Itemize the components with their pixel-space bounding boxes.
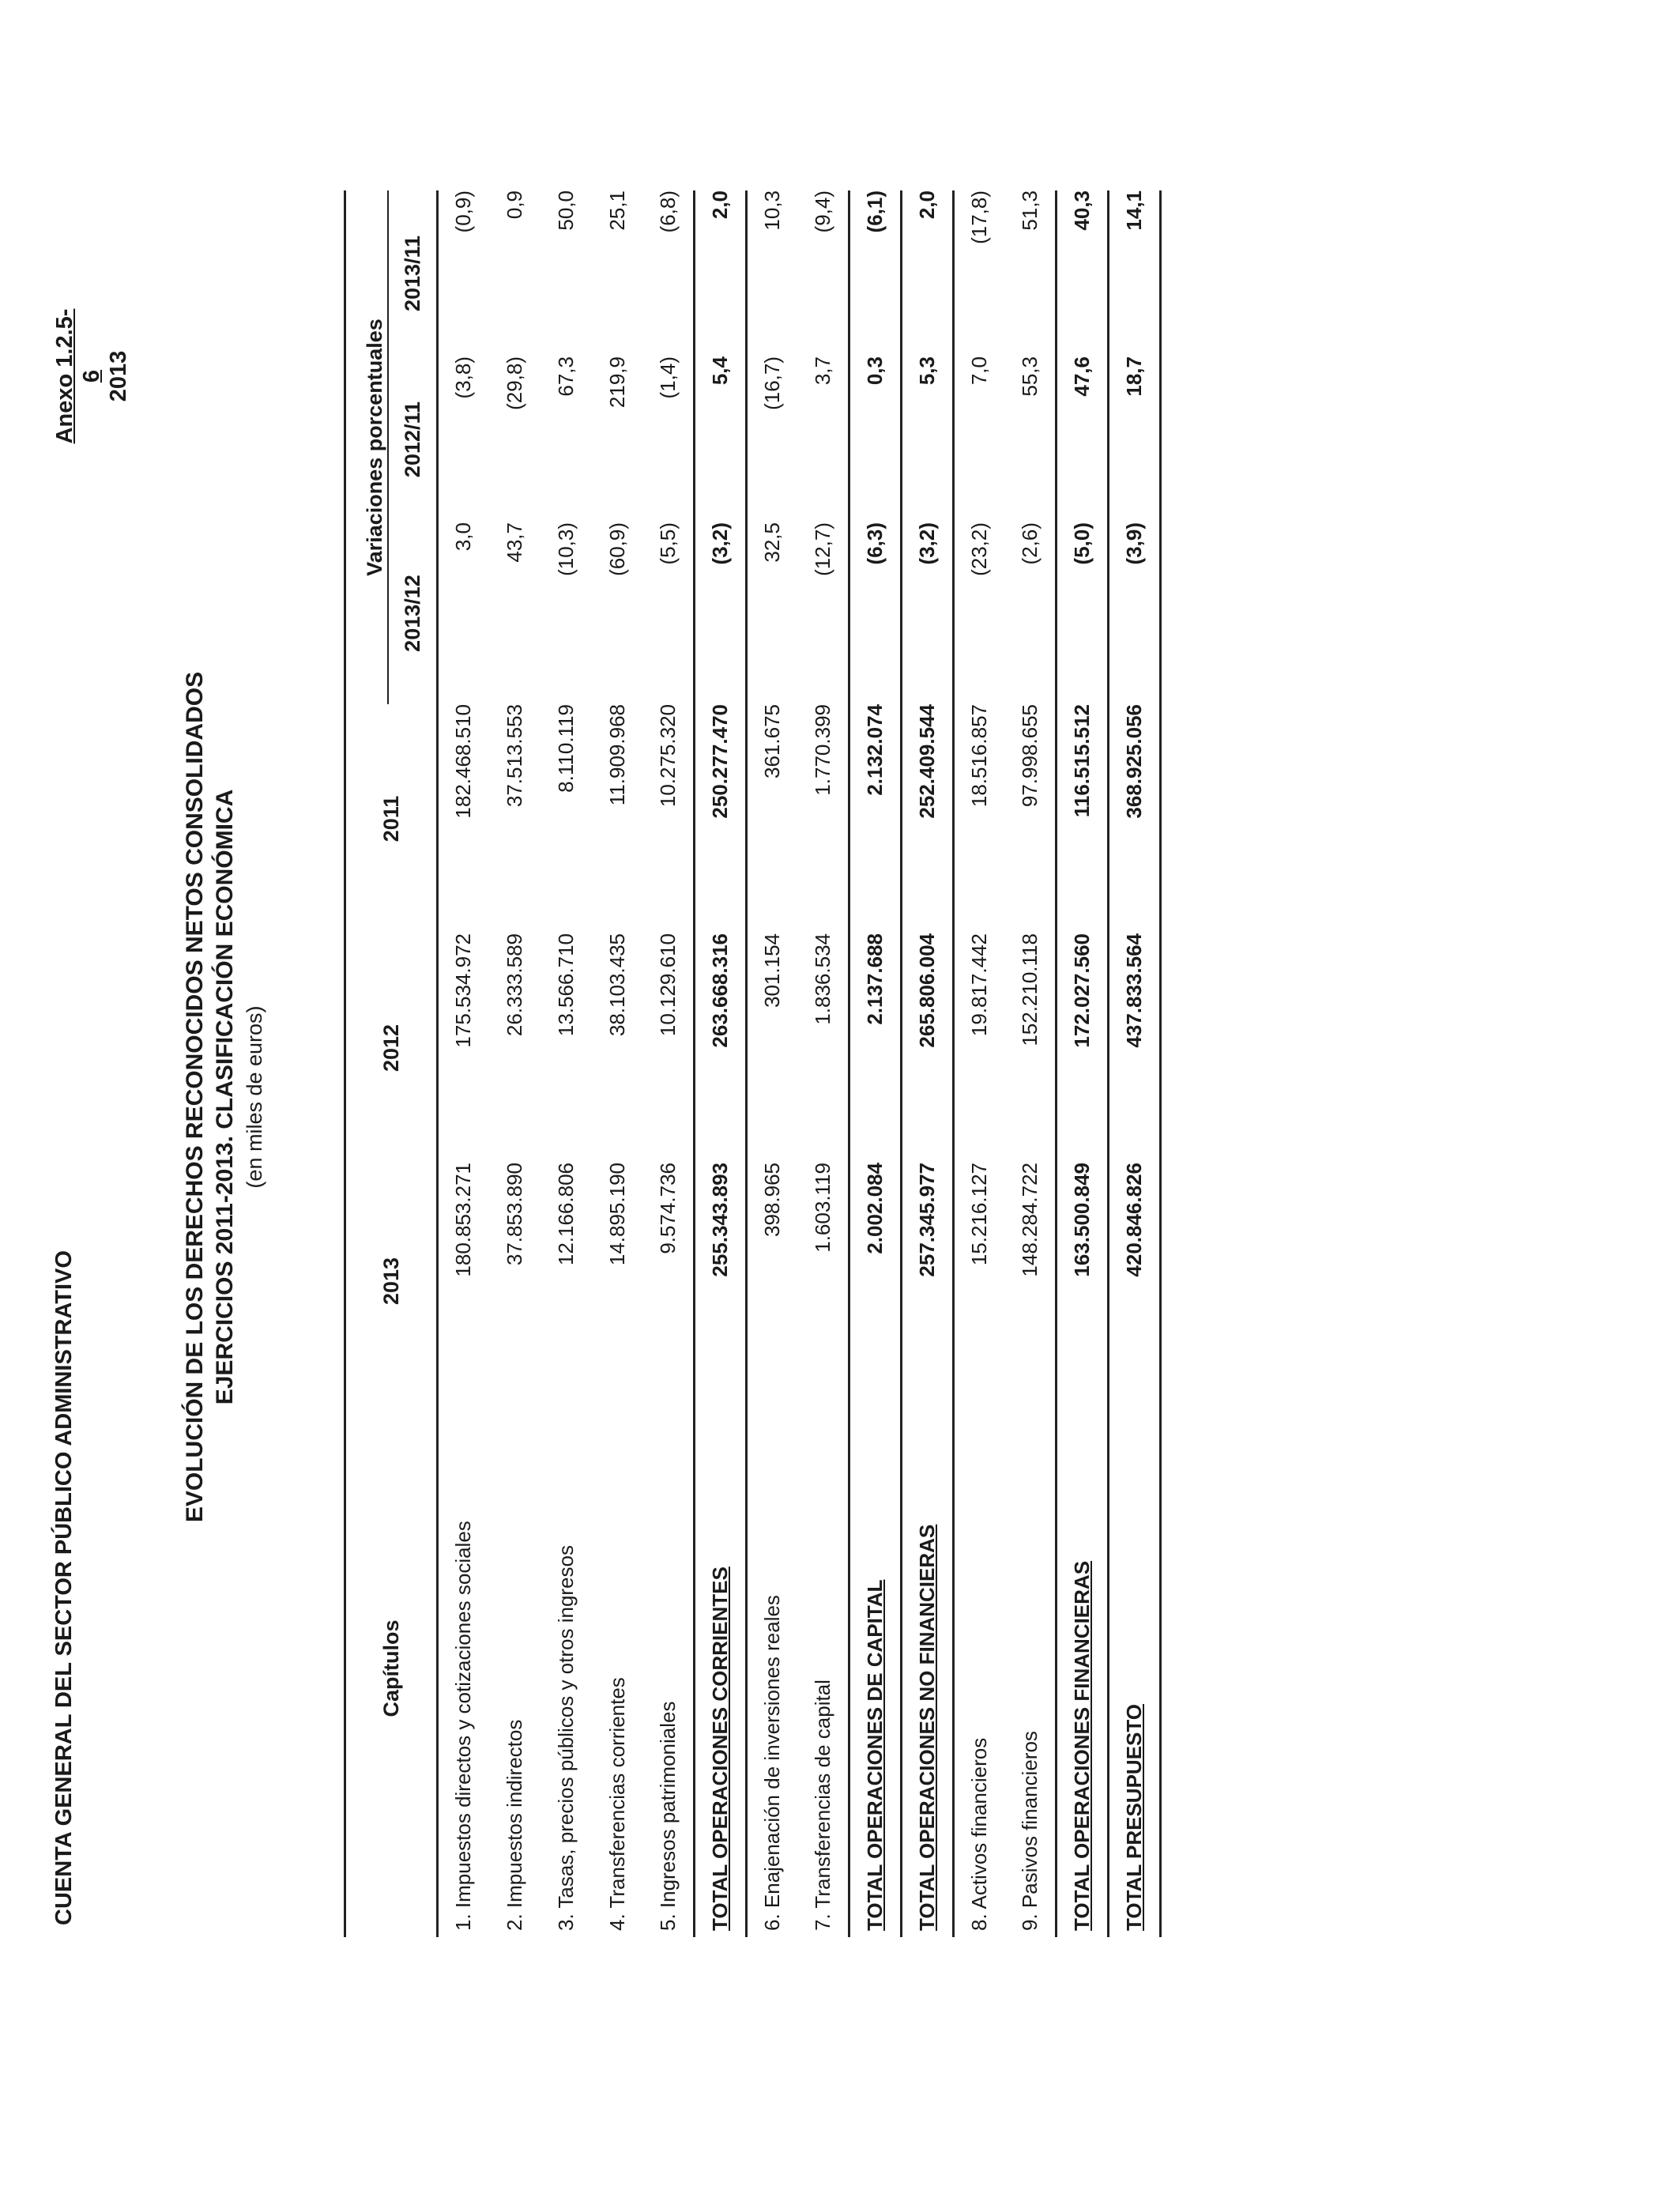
value-2012: 1.836.534	[810, 933, 834, 1025]
variation-2012-11: 67,3	[553, 356, 578, 397]
organization-name: CUENTA GENERAL DEL SECTOR PÚBLICO ADMINISTRATIVO	[51, 1250, 77, 1925]
header-var-2013-12: 2013/12	[400, 575, 424, 652]
table-total-row	[695, 190, 747, 1937]
total-label: TOTAL PRESUPUESTO	[1122, 1703, 1146, 1931]
header-row-group	[345, 190, 389, 1937]
value-2012: 172.027.560	[1057, 933, 1109, 1163]
row-label: 7. Transferencias de capital	[810, 1679, 834, 1931]
value-2013: 420.846.826	[1109, 1163, 1161, 1400]
value-2012: 175.534.972	[451, 933, 476, 1048]
value-2013: 37.853.890	[502, 1163, 526, 1266]
variation-2012-11: 55,3	[1017, 356, 1042, 397]
header-var-2012-11: 2012/11	[400, 401, 424, 478]
variation-2013-11: 14,1	[1109, 190, 1161, 356]
value-2011: 361.675	[760, 704, 785, 778]
row-label: 9. Pasivos financieros	[1017, 1731, 1042, 1931]
variation-2013-12: 3,0	[451, 522, 476, 552]
variation-2013-11: (6,8)	[655, 190, 680, 233]
value-2012: 26.333.589	[502, 933, 526, 1037]
table-row	[438, 190, 489, 1937]
table-row	[798, 190, 849, 1937]
row-label: 4. Transferencias corrientes	[605, 1677, 629, 1931]
variation-2013-12: 32,5	[760, 522, 785, 563]
value-2013: 255.343.893	[695, 1163, 747, 1400]
value-2011: 116.515.512	[1057, 704, 1109, 933]
variation-2012-11: 18,7	[1109, 356, 1161, 522]
header-2012: 2012	[379, 1023, 403, 1072]
variation-2012-11: 5,4	[695, 356, 747, 522]
row-label: 3. Tasas, precios públicos y otros ingresos	[553, 1545, 578, 1931]
value-2011: 10.275.320	[655, 704, 680, 808]
title-line-1: EVOLUCIÓN DE LOS DERECHOS RECONOCIDOS NETOS CONSOLIDADOS	[182, 671, 208, 1523]
value-2011: 8.110.119	[553, 704, 578, 793]
total-label: TOTAL OPERACIONES FINANCIERAS	[1070, 1560, 1094, 1931]
table-row	[1005, 190, 1057, 1937]
value-2011: 2.132.074	[849, 704, 902, 933]
header-var-2013-11: 2013/11	[400, 235, 424, 312]
annex-code: Anexo 1.2.5-6	[52, 308, 104, 444]
variation-2013-11: (17,8)	[967, 190, 992, 244]
variation-2012-11: 7,0	[967, 356, 992, 386]
value-2011: 368.925.056	[1109, 704, 1161, 933]
variation-2013-12: (10,3)	[553, 522, 578, 576]
row-label	[1057, 1400, 1109, 1937]
table-row	[643, 190, 695, 1937]
variation-2013-11: 10,3	[760, 190, 785, 231]
variation-2012-11: 0,3	[849, 356, 902, 522]
variation-2012-11: (29,8)	[502, 356, 526, 410]
value-2012: 2.137.688	[849, 933, 902, 1163]
table-total-row	[1109, 190, 1161, 1937]
variation-2013-12: (5,0)	[1057, 522, 1109, 704]
row-label	[1109, 1400, 1161, 1937]
title-line-2: EJERCICIOS 2011-2013. CLASIFICACIÓN ECONÓMICA	[212, 789, 238, 1405]
header-variations-group: Variaciones porcentuales	[345, 190, 389, 704]
annex-reference	[51, 305, 132, 447]
annex-year: 2013	[106, 350, 131, 402]
variation-2013-12: (60,9)	[605, 522, 629, 576]
variation-2012-11: 3,7	[810, 356, 834, 386]
variation-2012-11: (16,7)	[760, 356, 785, 410]
variation-2013-11: 2,0	[695, 190, 747, 356]
table-body	[438, 190, 1161, 1937]
row-label: 5. Ingresos patrimoniales	[655, 1701, 680, 1931]
row-label	[695, 1400, 747, 1937]
value-2011: 182.468.510	[451, 704, 476, 819]
variation-2012-11: (3,8)	[451, 356, 476, 399]
variation-2013-12: (3,9)	[1109, 522, 1161, 704]
value-2011: 97.998.655	[1017, 704, 1042, 808]
value-2013: 9.574.736	[655, 1163, 680, 1254]
value-2012: 301.154	[760, 933, 785, 1008]
variation-2013-12: (3,2)	[695, 522, 747, 704]
value-2012: 263.668.316	[695, 933, 747, 1163]
variation-2013-12: (3,2)	[902, 522, 954, 704]
table-row	[954, 190, 1005, 1937]
header-2013: 2013	[379, 1257, 403, 1306]
row-label	[902, 1400, 954, 1937]
value-2011: 18.516.857	[967, 704, 992, 808]
variation-2013-11: 51,3	[1017, 190, 1042, 231]
table-total-row	[902, 190, 954, 1937]
table-row	[541, 190, 592, 1937]
value-2012: 265.806.004	[902, 933, 954, 1163]
variation-2013-11: 0,9	[502, 190, 526, 220]
variation-2013-11: 2,0	[902, 190, 954, 356]
variation-2013-12: (23,2)	[967, 522, 992, 576]
row-label: 1. Impuestos directos y cotizaciones sociales	[451, 1521, 476, 1931]
variation-2013-12: (5,5)	[655, 522, 680, 565]
table-total-row	[1057, 190, 1109, 1937]
value-2011: 252.409.544	[902, 704, 954, 933]
table-row	[489, 190, 541, 1937]
value-2013: 163.500.849	[1057, 1163, 1109, 1400]
variation-2013-11: (6,1)	[849, 190, 902, 356]
value-2011: 11.909.968	[605, 704, 629, 806]
value-2013: 2.002.084	[849, 1163, 902, 1400]
total-label: TOTAL OPERACIONES DE CAPITAL	[863, 1579, 887, 1931]
value-2011: 37.513.553	[502, 704, 526, 808]
variation-2013-12: (12,7)	[810, 522, 834, 576]
value-2013: 15.216.127	[967, 1163, 992, 1266]
value-2011: 250.277.470	[695, 704, 747, 933]
value-2013: 1.603.119	[810, 1163, 834, 1253]
row-label: 6. Enajenación de inversiones reales	[760, 1595, 785, 1931]
variation-2013-12: (6,3)	[849, 522, 902, 704]
variation-2012-11: 219,9	[605, 356, 629, 409]
variation-2013-11: (0,9)	[451, 190, 476, 233]
row-label: 2. Impuestos indirectos	[502, 1719, 526, 1931]
variation-2013-11: (9,4)	[810, 190, 834, 233]
value-2013: 14.895.190	[605, 1163, 629, 1266]
variation-2013-11: 50,0	[553, 190, 578, 231]
variation-2012-11: 47,6	[1057, 356, 1109, 522]
header-chapters: Capítulos	[379, 1619, 403, 1717]
value-2013: 148.284.722	[1017, 1163, 1042, 1277]
value-2013: 180.853.271	[451, 1163, 476, 1277]
variation-2013-12: (2,6)	[1017, 522, 1042, 565]
value-2012: 13.566.710	[553, 933, 578, 1037]
value-2013: 12.166.806	[553, 1163, 578, 1266]
value-2012: 38.103.435	[605, 933, 629, 1037]
header-2011: 2011	[379, 795, 403, 843]
value-2013: 398.965	[760, 1163, 785, 1237]
table-total-row	[849, 190, 902, 1937]
value-2012: 437.833.564	[1109, 933, 1161, 1163]
title-units: (en miles de euros)	[243, 1005, 266, 1189]
value-2012: 19.817.442	[967, 933, 992, 1037]
variation-2013-12: 43,7	[502, 522, 526, 563]
total-label: TOTAL OPERACIONES CORRIENTES	[708, 1566, 732, 1931]
revenue-table	[344, 190, 1162, 1937]
report-title	[180, 0, 269, 2194]
variation-2013-11: 40,3	[1057, 190, 1109, 356]
table-row	[747, 190, 798, 1937]
variation-2012-11: 5,3	[902, 356, 954, 522]
value-2012: 10.129.610	[655, 933, 680, 1037]
value-2011: 1.770.399	[810, 704, 834, 796]
value-2013: 257.345.977	[902, 1163, 954, 1400]
row-label: 8. Activos financieros	[967, 1737, 992, 1931]
row-label	[849, 1400, 902, 1937]
variation-2013-11: 25,1	[605, 190, 629, 231]
total-label: TOTAL OPERACIONES NO FINANCIERAS	[915, 1524, 939, 1931]
table-row	[592, 190, 643, 1937]
value-2012: 152.210.118	[1017, 933, 1042, 1046]
variation-2012-11: (1,4)	[655, 356, 680, 399]
